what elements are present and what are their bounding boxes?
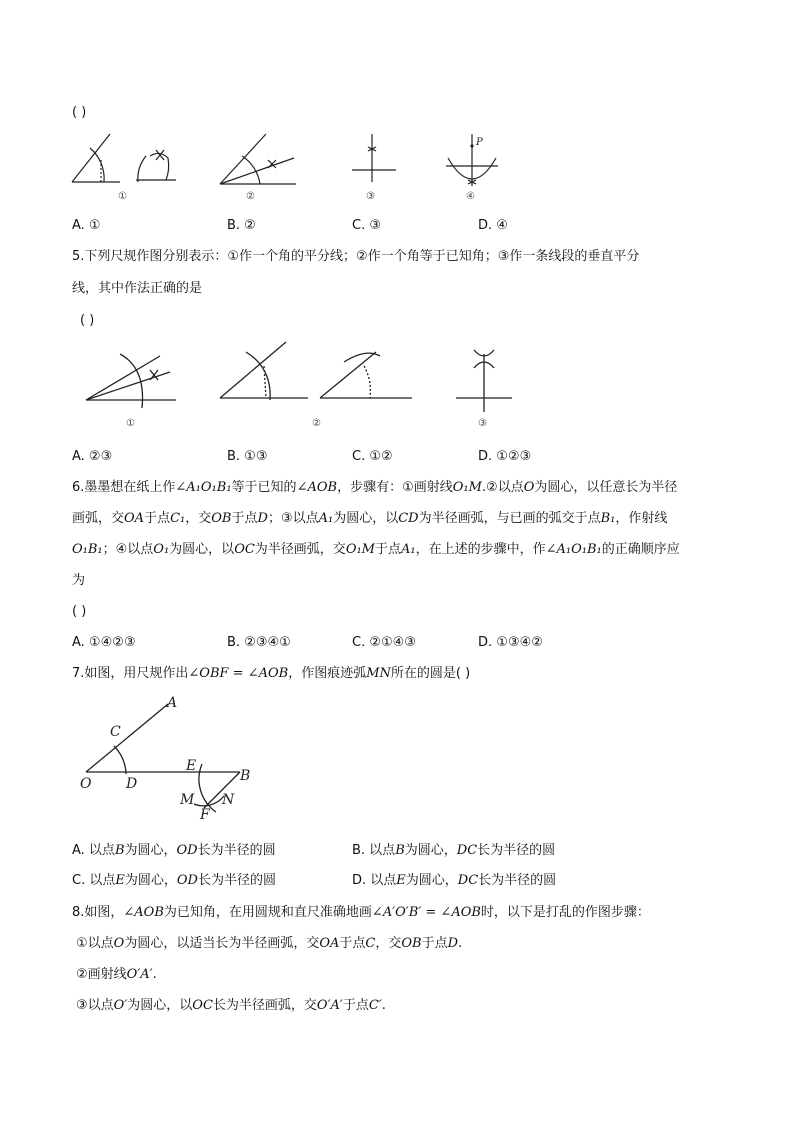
q8-stem: 8.如图，∠AOB为已知角，在用圆规和直尺准确地画∠A′O′B′ = ∠AOB时，以下是打乱的作图步骤： (72, 905, 650, 920)
q7-label-e: E (186, 758, 197, 774)
q7-label-o: O (80, 776, 92, 792)
q4-figure-2 (220, 134, 296, 184)
q6-answer-paren: ( ) (72, 604, 87, 619)
q6-stem-line-2: 画弧，交OA于点C₁，交OB于点D；③以点A₁为圆心，以CD为半径画弧，与已画的弧交于点B₁，作射线 (72, 511, 668, 526)
q5-option-c[interactable]: C. ①② (352, 449, 393, 464)
q7-option-c[interactable]: C. 以点E为圆心，OD长为半径的圆 (72, 873, 276, 888)
q4-option-a[interactable]: A. ① (72, 218, 101, 233)
q4-option-d[interactable]: D. ④ (478, 218, 508, 233)
q5-figure-1 (86, 354, 176, 408)
q7-option-a[interactable]: A. 以点B为圆心，OD长为半径的圆 (72, 843, 276, 858)
q6-option-d[interactable]: D. ①③④② (478, 635, 543, 650)
q7-stem: 7.如图，用尺规作出∠OBF = ∠AOB，作图痕迹弧MN所在的圆是( ) (72, 666, 471, 681)
q4-figure-2-label: ② (246, 191, 255, 202)
q5-option-b[interactable]: B. ①③ (227, 449, 268, 464)
q4-option-c[interactable]: C. ③ (352, 218, 381, 233)
q7-ray-oa (86, 704, 168, 772)
q6-option-c[interactable]: C. ②①④③ (352, 635, 416, 650)
q4-figures (68, 130, 508, 206)
q7-arc-ef (199, 764, 216, 812)
q7-label-a: A (167, 695, 178, 711)
q8-step-2: ②画射线O′A′. (76, 967, 157, 982)
q7-arc-cd (114, 746, 126, 774)
q7-label-f: F (200, 807, 210, 823)
q6-stem-line-3: O₁B₁；④以点O₁为圆心，以OC为半径画弧，交O₁M于点A₁，在上述的步骤中，作∠A₁O₁B₁的正确顺序应 (72, 542, 680, 557)
q5-figure-3 (456, 350, 512, 412)
q5-figure-3-label: ③ (478, 418, 487, 429)
q4-figure-3-label: ③ (366, 191, 375, 202)
q6-stem-line-1: 6.墨墨想在纸上作∠A₁O₁B₁等于已知的∠AOB，步骤有：①画射线O₁M.②以点O为圆心，以任意长为半径 (72, 480, 678, 495)
q5-stem-line-1: 5.下列尺规作图分别表示：①作一个角的平分线；②作一个角等于已知角；③作一条线段的垂直平分 (72, 249, 640, 264)
q6-stem-line-4: 为 (72, 573, 86, 588)
q7-arc-mn (194, 796, 224, 806)
q5-figure-1-label: ① (126, 418, 135, 429)
q4-answer-paren: ( ) (72, 105, 87, 120)
q7-figure (76, 692, 276, 822)
q4-point-p (470, 144, 473, 147)
q5-figure-2 (220, 342, 412, 400)
q4-point-p-label: P (476, 137, 483, 148)
q4-figure-1 (72, 134, 176, 182)
q8-step-1: ①以点O为圆心，以适当长为半径画弧，交OA于点C，交OB于点D. (76, 936, 463, 951)
q7-label-c: C (110, 724, 121, 740)
q5-option-a[interactable]: A. ②③ (72, 449, 113, 464)
q7-label-m: M (180, 792, 195, 808)
q4-figure-1-label: ① (118, 191, 127, 202)
q4-option-b[interactable]: B. ② (227, 218, 256, 233)
q7-option-d[interactable]: D. 以点E为圆心，DC长为半径的圆 (352, 873, 557, 888)
q7-label-b: B (240, 768, 251, 784)
q5-figures (80, 340, 520, 432)
q4-figure-4-label: ④ (466, 191, 475, 202)
q4-figure-3 (352, 134, 396, 182)
q5-figure-2-label: ② (312, 418, 321, 429)
q5-answer-paren: ( ) (80, 313, 95, 328)
q8-step-3: ③以点O′为圆心，以OC长为半径画弧，交O′A′于点C′. (76, 998, 386, 1013)
q7-label-n: N (222, 792, 235, 808)
q4-figure-4 (446, 134, 498, 186)
q5-option-d[interactable]: D. ①②③ (478, 449, 532, 464)
q5-stem-line-2: 线，其中作法正确的是 (72, 281, 203, 296)
q7-label-d: D (126, 776, 138, 792)
q7-option-b[interactable]: B. 以点B为圆心，DC长为半径的圆 (352, 843, 556, 858)
q6-option-a[interactable]: A. ①④②③ (72, 635, 136, 650)
q6-option-b[interactable]: B. ②③④① (227, 635, 291, 650)
